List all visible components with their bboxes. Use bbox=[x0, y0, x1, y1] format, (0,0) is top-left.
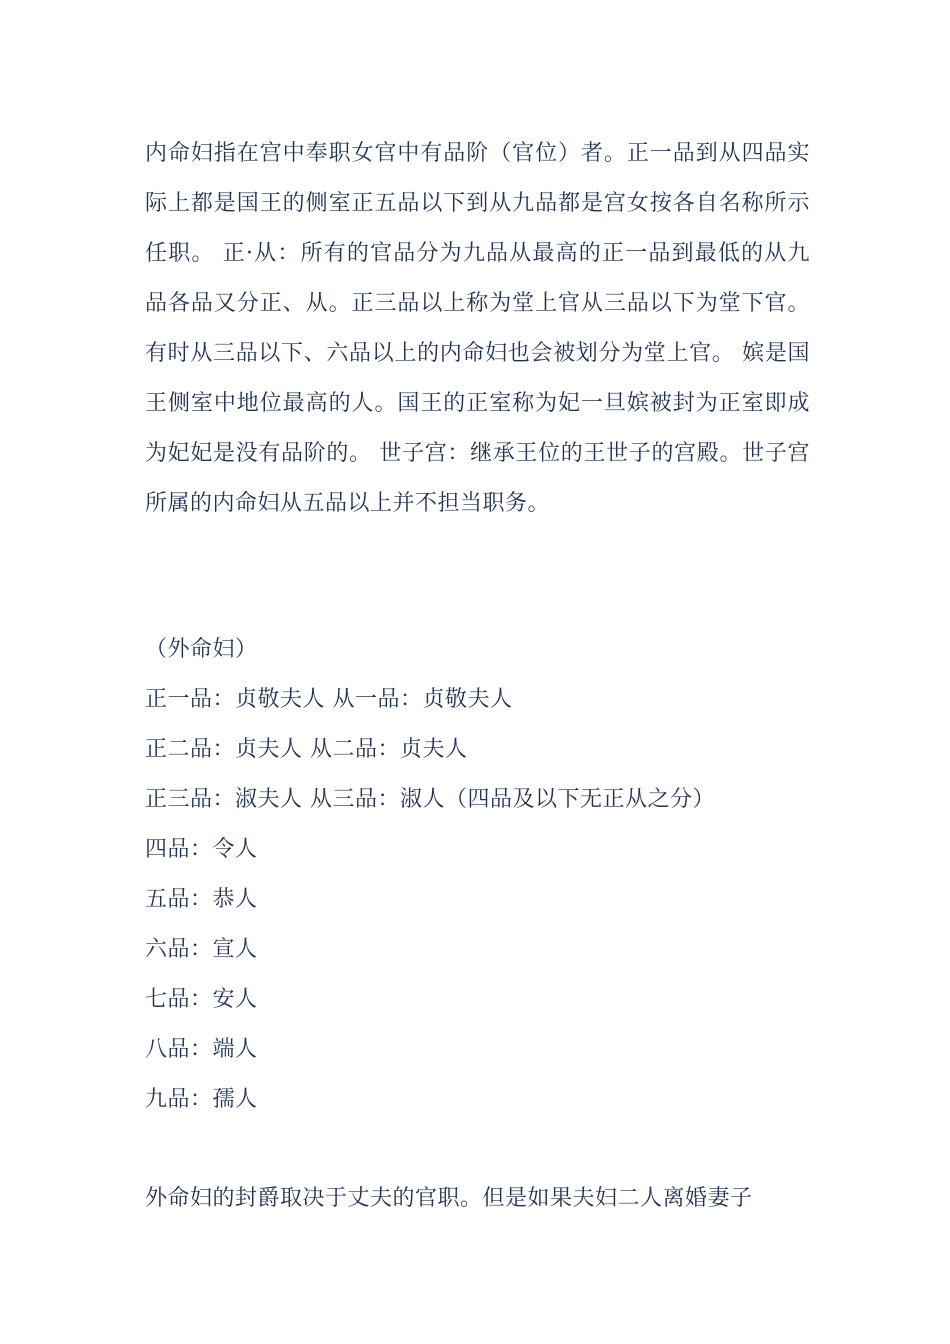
list-item: 六品：宣人 bbox=[145, 937, 258, 962]
list-item: 八品：端人 bbox=[145, 1037, 258, 1062]
list-item: 正二品：贞夫人 从二品：贞夫人 bbox=[145, 737, 468, 762]
list-item: 四品：令人 bbox=[145, 837, 258, 862]
outer-ranks-list bbox=[145, 625, 810, 1125]
section-heading: （外命妇） bbox=[145, 637, 258, 662]
list-item: 九品：孺人 bbox=[145, 1087, 258, 1112]
body-paragraph-outer-ranks: 外命妇的封爵取决于丈夫的官职。但是如果夫妇二人离婚妻子 bbox=[145, 1186, 753, 1211]
body-paragraph-inner-ranks: 内命妇指在宫中奉职女官中有品阶（官位）者。正一品到从四品实际上都是国王的侧室正五品以下到从九品都是宫女按各自名称所示任职。 正·从：所有的官品分为九品从最高的正一品到最低的从九品各品又分正、从。正三品以上称为堂上官从三品以下为堂下官。有时从三品以下、六品以上的内命妇也会被划分为堂上官。 嫔是国王侧室中地位最高的人。国王的正室称为妃一旦嫔被封为正室即成为妃妃是没有品阶的。 世子宫：继承王位的王世子的宫殿。世子宫所属的内命妇从五品以上并不担当职务。 bbox=[145, 141, 810, 516]
list-item: 七品：安人 bbox=[145, 987, 258, 1012]
list-item: 五品：恭人 bbox=[145, 887, 258, 912]
list-item: 正一品：贞敬夫人 从一品：贞敬夫人 bbox=[145, 687, 513, 712]
list-item: 正三品：淑夫人 从三品：淑人（四品及以下无正从之分） bbox=[145, 787, 715, 812]
